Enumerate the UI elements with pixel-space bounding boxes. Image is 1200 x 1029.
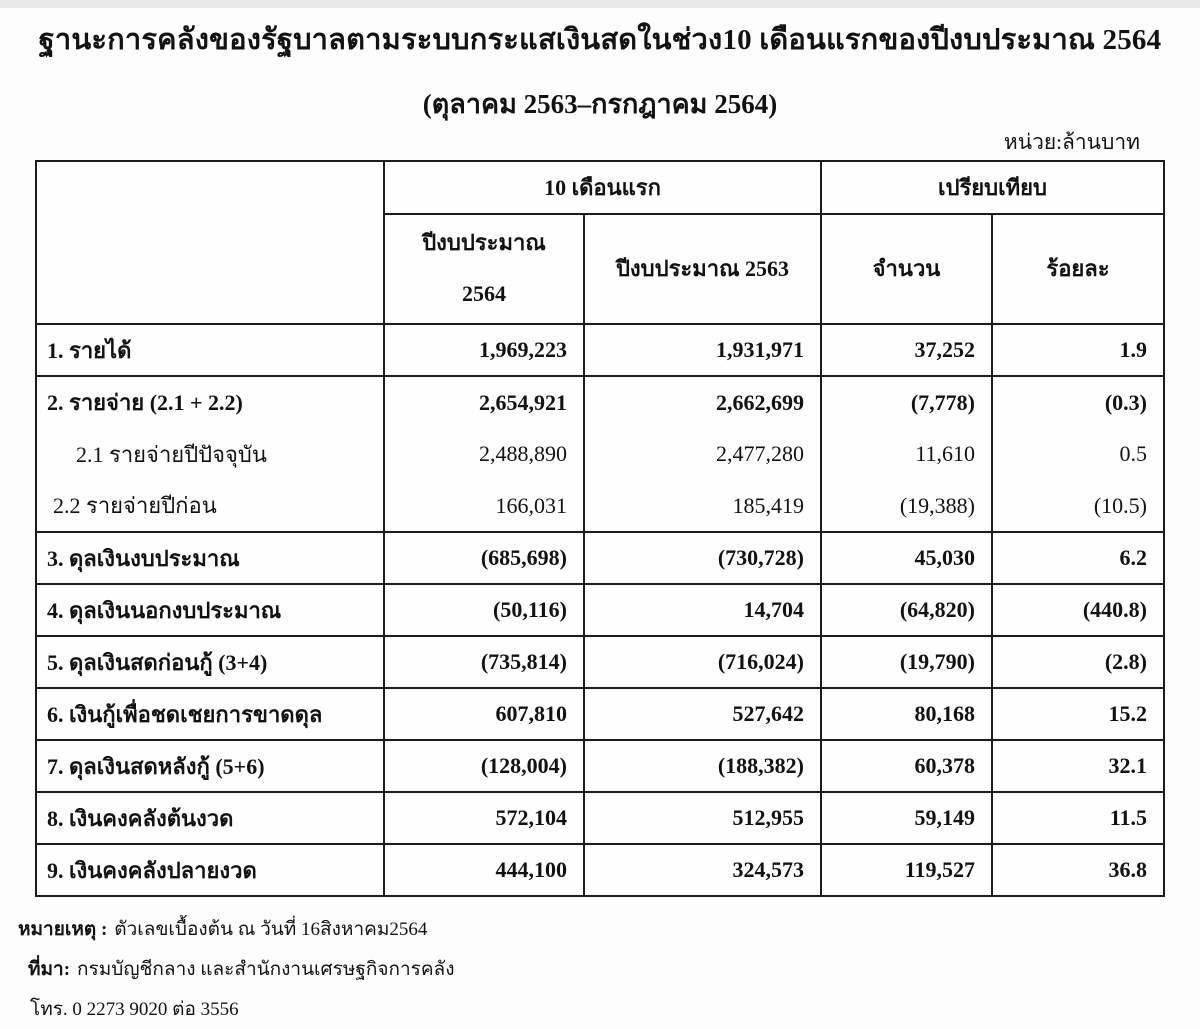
value-percent-cell: (2.8) — [992, 636, 1164, 688]
value-fy2564-cell: 444,100 — [384, 844, 584, 896]
col-header-percent: ร้อยละ — [992, 214, 1164, 324]
value-fy2563-cell: (716,024) — [584, 636, 821, 688]
value-percent-cell: 1.9 — [992, 324, 1164, 376]
row-label-cell: 9. เงินคงคลังปลายงวด — [36, 844, 384, 896]
value-fy2563-cell: 185,419 — [584, 480, 821, 532]
value-fy2563-cell: 1,931,971 — [584, 324, 821, 376]
row-label-cell: 5. ดุลเงินสดก่อนกู้ (3+4) — [36, 636, 384, 688]
value-percent-cell: (0.3) — [992, 376, 1164, 428]
table-header — [36, 161, 1164, 324]
table-row — [36, 428, 1164, 480]
table-row — [36, 376, 1164, 428]
report-title: ฐานะการคลังของรัฐบาลตามระบบกระแสเงินสดในช่วง10 เดือนแรกของปีงบประมาณ 2564 — [38, 24, 1162, 56]
value-percent-cell: 0.5 — [992, 428, 1164, 480]
value-fy2563-cell: 2,477,280 — [584, 428, 821, 480]
value-percent-cell: 36.8 — [992, 844, 1164, 896]
value-amount-cell: (19,388) — [821, 480, 992, 532]
col-header-fy2564: ปีงบประมาณ 2564 — [384, 214, 584, 324]
footnote-source-label: ที่มา: — [28, 959, 71, 980]
value-fy2564-cell: 2,488,890 — [384, 428, 584, 480]
footnote-note-text: ตัวเลขเบื้องต้น ณ วันที่ 16สิงหาคม2564 — [114, 919, 428, 940]
table-row — [36, 636, 1164, 688]
row-label-cell: 2.2 รายจ่ายปีก่อน — [36, 480, 384, 532]
value-amount-cell: 37,252 — [821, 324, 992, 376]
footnote-source — [28, 954, 454, 984]
value-fy2564-cell: (128,004) — [384, 740, 584, 792]
row-label-cell: 3. ดุลเงินงบประมาณ — [36, 532, 384, 584]
table-row — [36, 688, 1164, 740]
value-amount-cell: (7,778) — [821, 376, 992, 428]
row-label-cell: 2. รายจ่าย (2.1 + 2.2) — [36, 376, 384, 428]
col-header-fy2563: ปีงบประมาณ 2563 — [584, 214, 821, 324]
value-fy2564-cell: (685,698) — [384, 532, 584, 584]
value-fy2563-cell: 512,955 — [584, 792, 821, 844]
footnote-note — [18, 914, 427, 944]
row-label-cell: 4. ดุลเงินนอกงบประมาณ — [36, 584, 384, 636]
value-fy2564-cell: 166,031 — [384, 480, 584, 532]
value-fy2563-cell: 2,662,699 — [584, 376, 821, 428]
row-label-cell: 6. เงินกู้เพื่อชดเชยการขาดดุล — [36, 688, 384, 740]
value-amount-cell: 60,378 — [821, 740, 992, 792]
table-body — [36, 324, 1164, 896]
value-amount-cell: 59,149 — [821, 792, 992, 844]
header-group-row — [36, 161, 1164, 214]
footnote-telephone: โทร. 0 2273 9020 ต่อ 3556 — [30, 999, 239, 1020]
table-row — [36, 792, 1164, 844]
value-percent-cell: 11.5 — [992, 792, 1164, 844]
value-amount-cell: 45,030 — [821, 532, 992, 584]
value-fy2564-cell: 607,810 — [384, 688, 584, 740]
value-amount-cell: (19,790) — [821, 636, 992, 688]
table-row — [36, 844, 1164, 896]
table-row — [36, 324, 1164, 376]
value-fy2563-cell: (730,728) — [584, 532, 821, 584]
table-row — [36, 584, 1164, 636]
value-amount-cell: 80,168 — [821, 688, 992, 740]
table-row — [36, 740, 1164, 792]
group-comparison: เปรียบเทียบ — [821, 161, 1164, 214]
value-percent-cell: 15.2 — [992, 688, 1164, 740]
value-fy2563-cell: 527,642 — [584, 688, 821, 740]
value-fy2563-cell: 324,573 — [584, 844, 821, 896]
value-percent-cell: (440.8) — [992, 584, 1164, 636]
value-amount-cell: (64,820) — [821, 584, 992, 636]
top-strip — [0, 0, 1200, 8]
value-fy2564-cell: 2,654,921 — [384, 376, 584, 428]
value-percent-cell: 6.2 — [992, 532, 1164, 584]
unit-label: หน่วย:ล้านบาท — [1003, 130, 1140, 154]
value-fy2564-cell: 572,104 — [384, 792, 584, 844]
value-fy2563-cell: 14,704 — [584, 584, 821, 636]
footnote-source-text: กรมบัญชีกลาง และสำนักงานเศรษฐกิจการคลัง — [77, 959, 455, 980]
value-fy2564-cell: (50,116) — [384, 584, 584, 636]
value-fy2564-cell: 1,969,223 — [384, 324, 584, 376]
table-row — [36, 532, 1164, 584]
value-fy2563-cell: (188,382) — [584, 740, 821, 792]
value-amount-cell: 119,527 — [821, 844, 992, 896]
group-first-10-months: 10 เดือนแรก — [384, 161, 821, 214]
value-percent-cell: (10.5) — [992, 480, 1164, 532]
row-label-cell: 7. ดุลเงินสดหลังกู้ (5+6) — [36, 740, 384, 792]
value-percent-cell: 32.1 — [992, 740, 1164, 792]
value-fy2564-cell: (735,814) — [384, 636, 584, 688]
col-header-amount: จำนวน — [821, 214, 992, 324]
value-amount-cell: 11,610 — [821, 428, 992, 480]
footnote-note-label: หมายเหตุ : — [18, 919, 108, 940]
table-row — [36, 480, 1164, 532]
fiscal-table — [35, 160, 1165, 897]
report-period: (ตุลาคม 2563–กรกฎาคม 2564) — [422, 89, 778, 119]
row-label-cell: 1. รายได้ — [36, 324, 384, 376]
items-header-cell — [36, 161, 384, 324]
row-label-cell: 2.1 รายจ่ายปีปัจจุบัน — [36, 428, 384, 480]
row-label-cell: 8. เงินคงคลังต้นงวด — [36, 792, 384, 844]
